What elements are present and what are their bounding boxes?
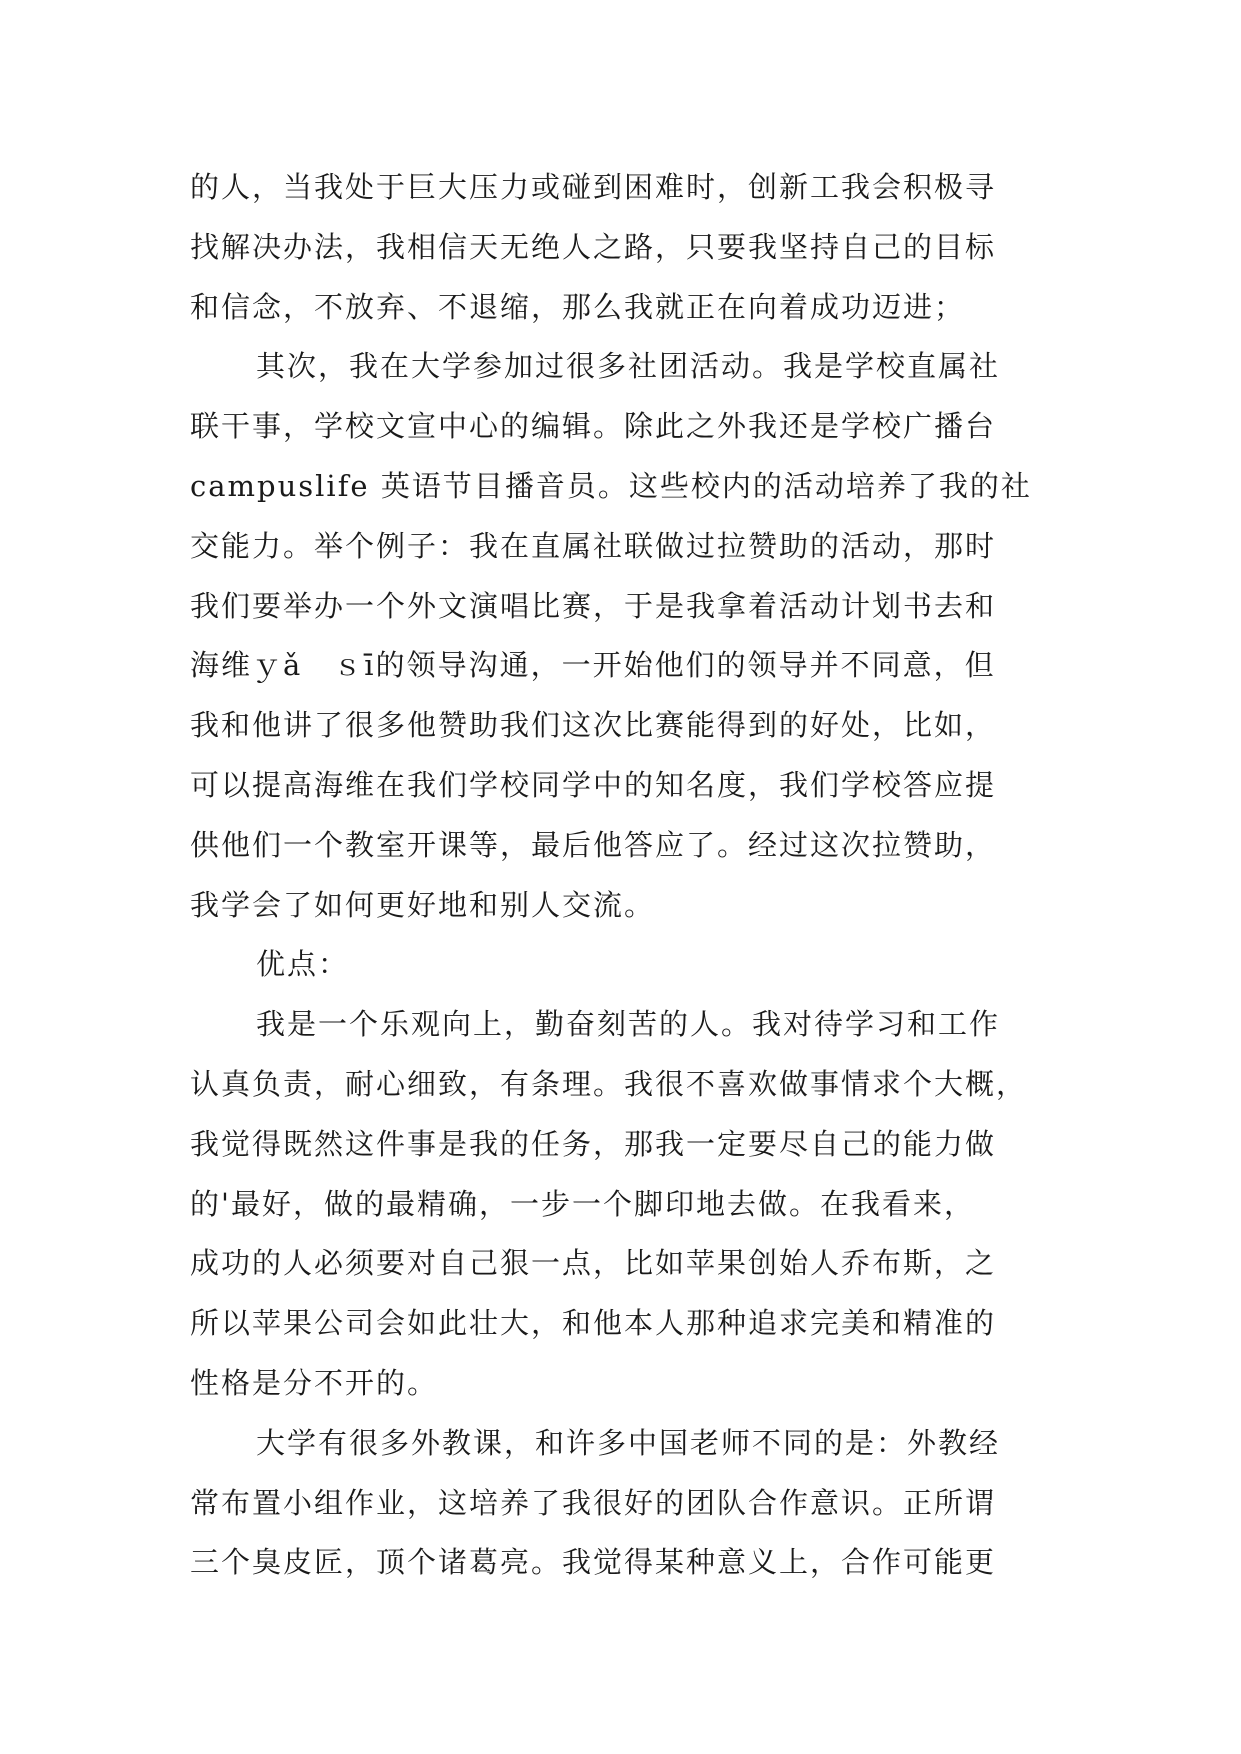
text-line: 我学会了如何更好地和别人交流。 bbox=[190, 887, 656, 922]
text-line: 交能力。举个例子：我在直属社联做过拉赞助的活动，那时 bbox=[190, 528, 997, 563]
text-line: 联干事，学校文宣中心的编辑。除此之外我还是学校广播台 bbox=[190, 409, 997, 444]
text-line: 成功的人必须要对自己狠一点，比如苹果创始人乔布斯，之 bbox=[190, 1246, 997, 1281]
text-line: 海维ｙǎ ｓī的领导沟通，一开始他们的领导并不同意，但 bbox=[190, 648, 996, 683]
text-line: 性格是分不开的。 bbox=[190, 1365, 439, 1400]
text-line: 所以苹果公司会如此壮大，和他本人那种追求完美和精准的 bbox=[190, 1306, 997, 1341]
text-line: 的人，当我处于巨大压力或碰到困难时，创新工我会积极寻 bbox=[190, 170, 997, 204]
section-heading: 优点： bbox=[256, 947, 350, 982]
text-line: campuslife 英语节目播音员。这些校内的活动培养了我的社 bbox=[190, 468, 1032, 503]
text-line: 其次，我在大学参加过很多社团活动。我是学校直属社 bbox=[256, 349, 1001, 384]
text-line: 我觉得既然这件事是我的任务，那我一定要尽自己的能力做 bbox=[190, 1126, 997, 1161]
text-line: 大学有很多外教课，和许多中国老师不同的是：外教经 bbox=[256, 1425, 1001, 1460]
text-line: 三个臭皮匠，顶个诸葛亮。我觉得某种意义上，合作可能更 bbox=[190, 1545, 997, 1580]
text-line: 找解决办法，我相信天无绝人之路，只要我坚持自己的目标 bbox=[190, 229, 997, 264]
text-line: 可以提高海维在我们学校同学中的知名度，我们学校答应提 bbox=[190, 767, 997, 802]
text-line: 和信念，不放弃、不退缩，那么我就正在向着成功迈进； bbox=[190, 289, 966, 324]
text-line: 供他们一个教室开课等，最后他答应了。经过这次拉赞助， bbox=[190, 827, 997, 862]
text-line: 我是一个乐观向上，勤奋刻苦的人。我对待学习和工作 bbox=[256, 1007, 1001, 1042]
text-line: 认真负责，耐心细致，有条理。我很不喜欢做事情求个大概， bbox=[190, 1066, 1028, 1101]
text-line: 常布置小组作业，这培养了我很好的团队合作意识。正所谓 bbox=[190, 1485, 997, 1520]
text-line: 我们要举办一个外文演唱比赛，于是我拿着活动计划书去和 bbox=[190, 588, 997, 623]
body-text bbox=[190, 158, 1070, 1593]
text-line: 的'最好，做的最精确，一步一个脚印地去做。在我看来， bbox=[190, 1186, 975, 1221]
text-line: 我和他讲了很多他赞助我们这次比赛能得到的好处，比如， bbox=[190, 708, 997, 743]
